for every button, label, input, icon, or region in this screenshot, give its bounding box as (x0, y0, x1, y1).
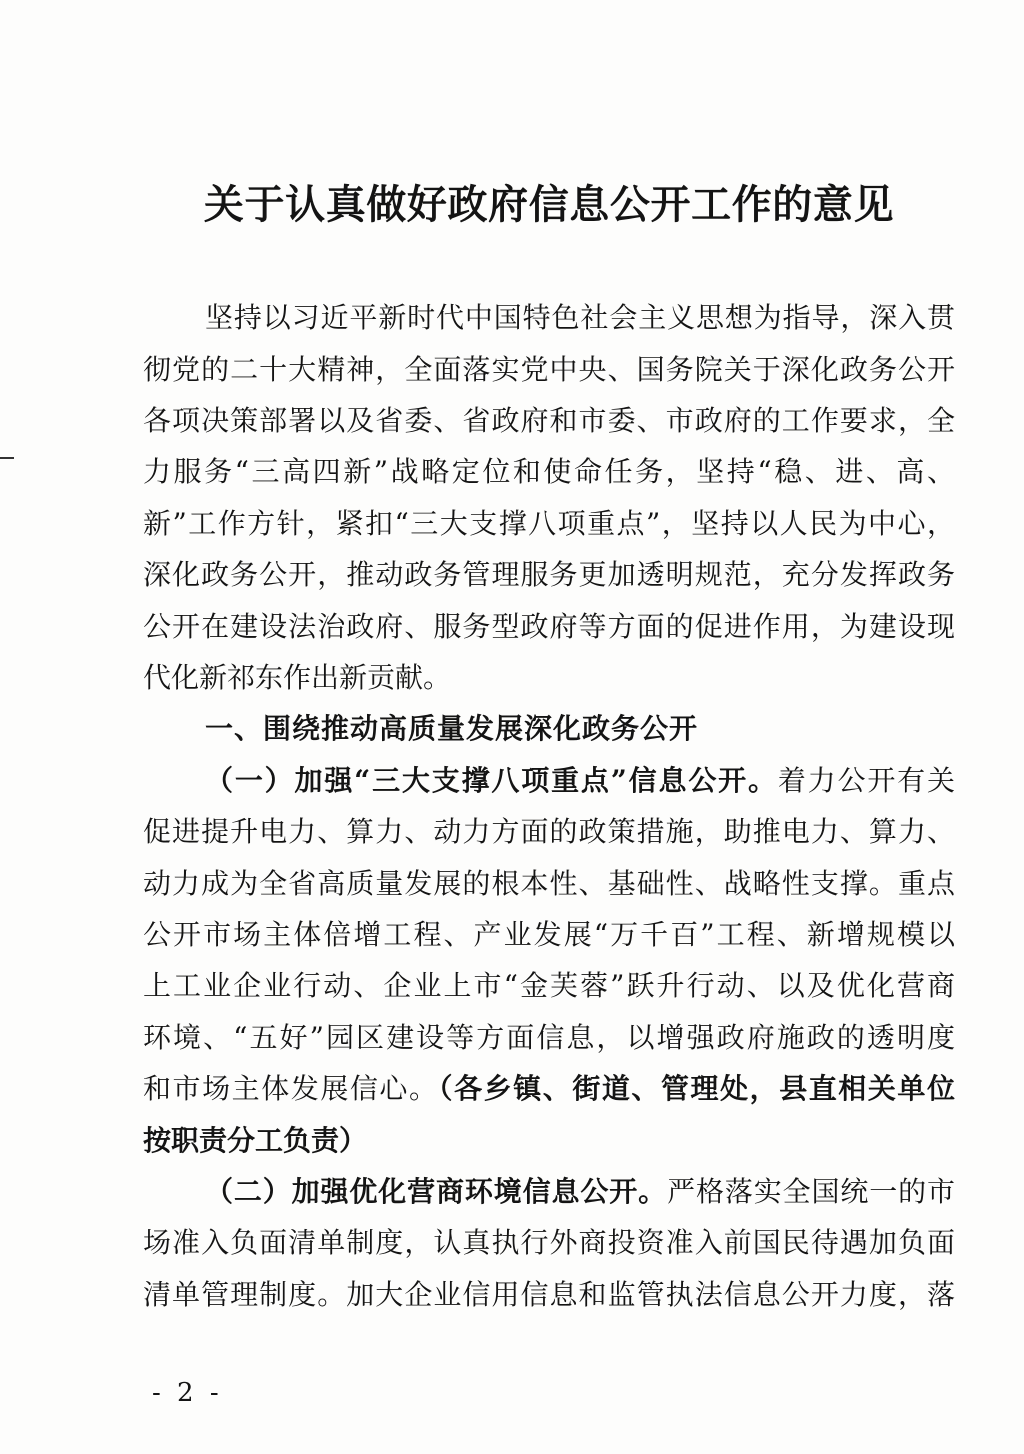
scan-mark (0, 457, 14, 459)
item-1-responsibility: （各乡镇、街道、管理处，县直相关单位 (438, 1072, 955, 1106)
item-2-lead: （二）加强优化营商环境信息公开。 (205, 1174, 668, 1208)
intro-line: 深化政务公开，推动政务管理服务更加透明规范，充分发挥政务 (143, 558, 955, 592)
section-heading: 一、围绕推动高质量发展深化政务公开 (205, 712, 699, 746)
item-1-responsibility-line (143, 1115, 955, 1166)
item-1-line: 环境、“五好”园区建设等方面信息，以增强政府施政的透明度 (143, 1020, 955, 1054)
item-1-responsibility-line (143, 1063, 955, 1114)
intro-line: 彻党的二十大精神，全面落实党中央、国务院关于深化政务公开 (143, 352, 955, 386)
intro-line: 公开在建设法治政府、服务型政府等方面的促进作用，为建设现 (143, 609, 955, 643)
item-1-lead: （一）加强“三大支撑八项重点”信息公开。 (205, 763, 778, 797)
item-1-line: 上工业企业行动、企业上市“金芙蓉”跃升行动、以及优化营商 (143, 969, 955, 1003)
item-2-line: 清单管理制度。加大企业信用信息和监管执法信息公开力度，落 (143, 1277, 955, 1311)
document-body (143, 292, 955, 1320)
intro-paragraph (143, 292, 955, 703)
item-1-responsibility: 按职责分工负责） (143, 1123, 368, 1157)
intro-line: 各项决策部署以及省委、省政府和市委、市政府的工作要求，全 (143, 404, 955, 438)
intro-line: 力服务“三高四新”战略定位和使命任务，坚持“稳、进、高、 (143, 455, 955, 489)
item-1-line: 促进提升电力、算力、动力方面的政策措施，助推电力、算力、 (143, 815, 955, 849)
intro-line: 代化新祁东作出新贡献。 (143, 661, 452, 695)
intro-line: 新”工作方针，紧扣“三大支撑八项重点”，坚持以人民为中心， (143, 506, 955, 540)
intro-line: 坚持以习近平新时代中国特色社会主义思想为指导，深入贯 (205, 301, 955, 335)
item-1-paragraph (143, 755, 955, 1166)
item-1-line: 动力成为全省高质量发展的根本性、基础性、战略性支撑。重点 (143, 866, 955, 900)
document-title: 关于认真做好政府信息公开工作的意见 (203, 181, 895, 228)
item-2-line: 场准入负面清单制度，认真执行外商投资准入前国民待遇加负面 (143, 1226, 955, 1260)
item-1-first-line (143, 755, 955, 806)
item-2-paragraph (143, 1166, 955, 1320)
item-2-first-line-text: 严格落实全国统一的市 (667, 1174, 955, 1208)
item-2-first-line (143, 1166, 955, 1217)
item-1-last-line-text: 和市场主体发展信心。 (143, 1072, 439, 1106)
page-number: - 2 - (152, 1378, 223, 1408)
item-1-first-line-text: 着力公开有关 (777, 763, 955, 797)
item-1-line: 公开市场主体倍增工程、产业发展“万千百”工程、新增规模以 (143, 917, 955, 951)
